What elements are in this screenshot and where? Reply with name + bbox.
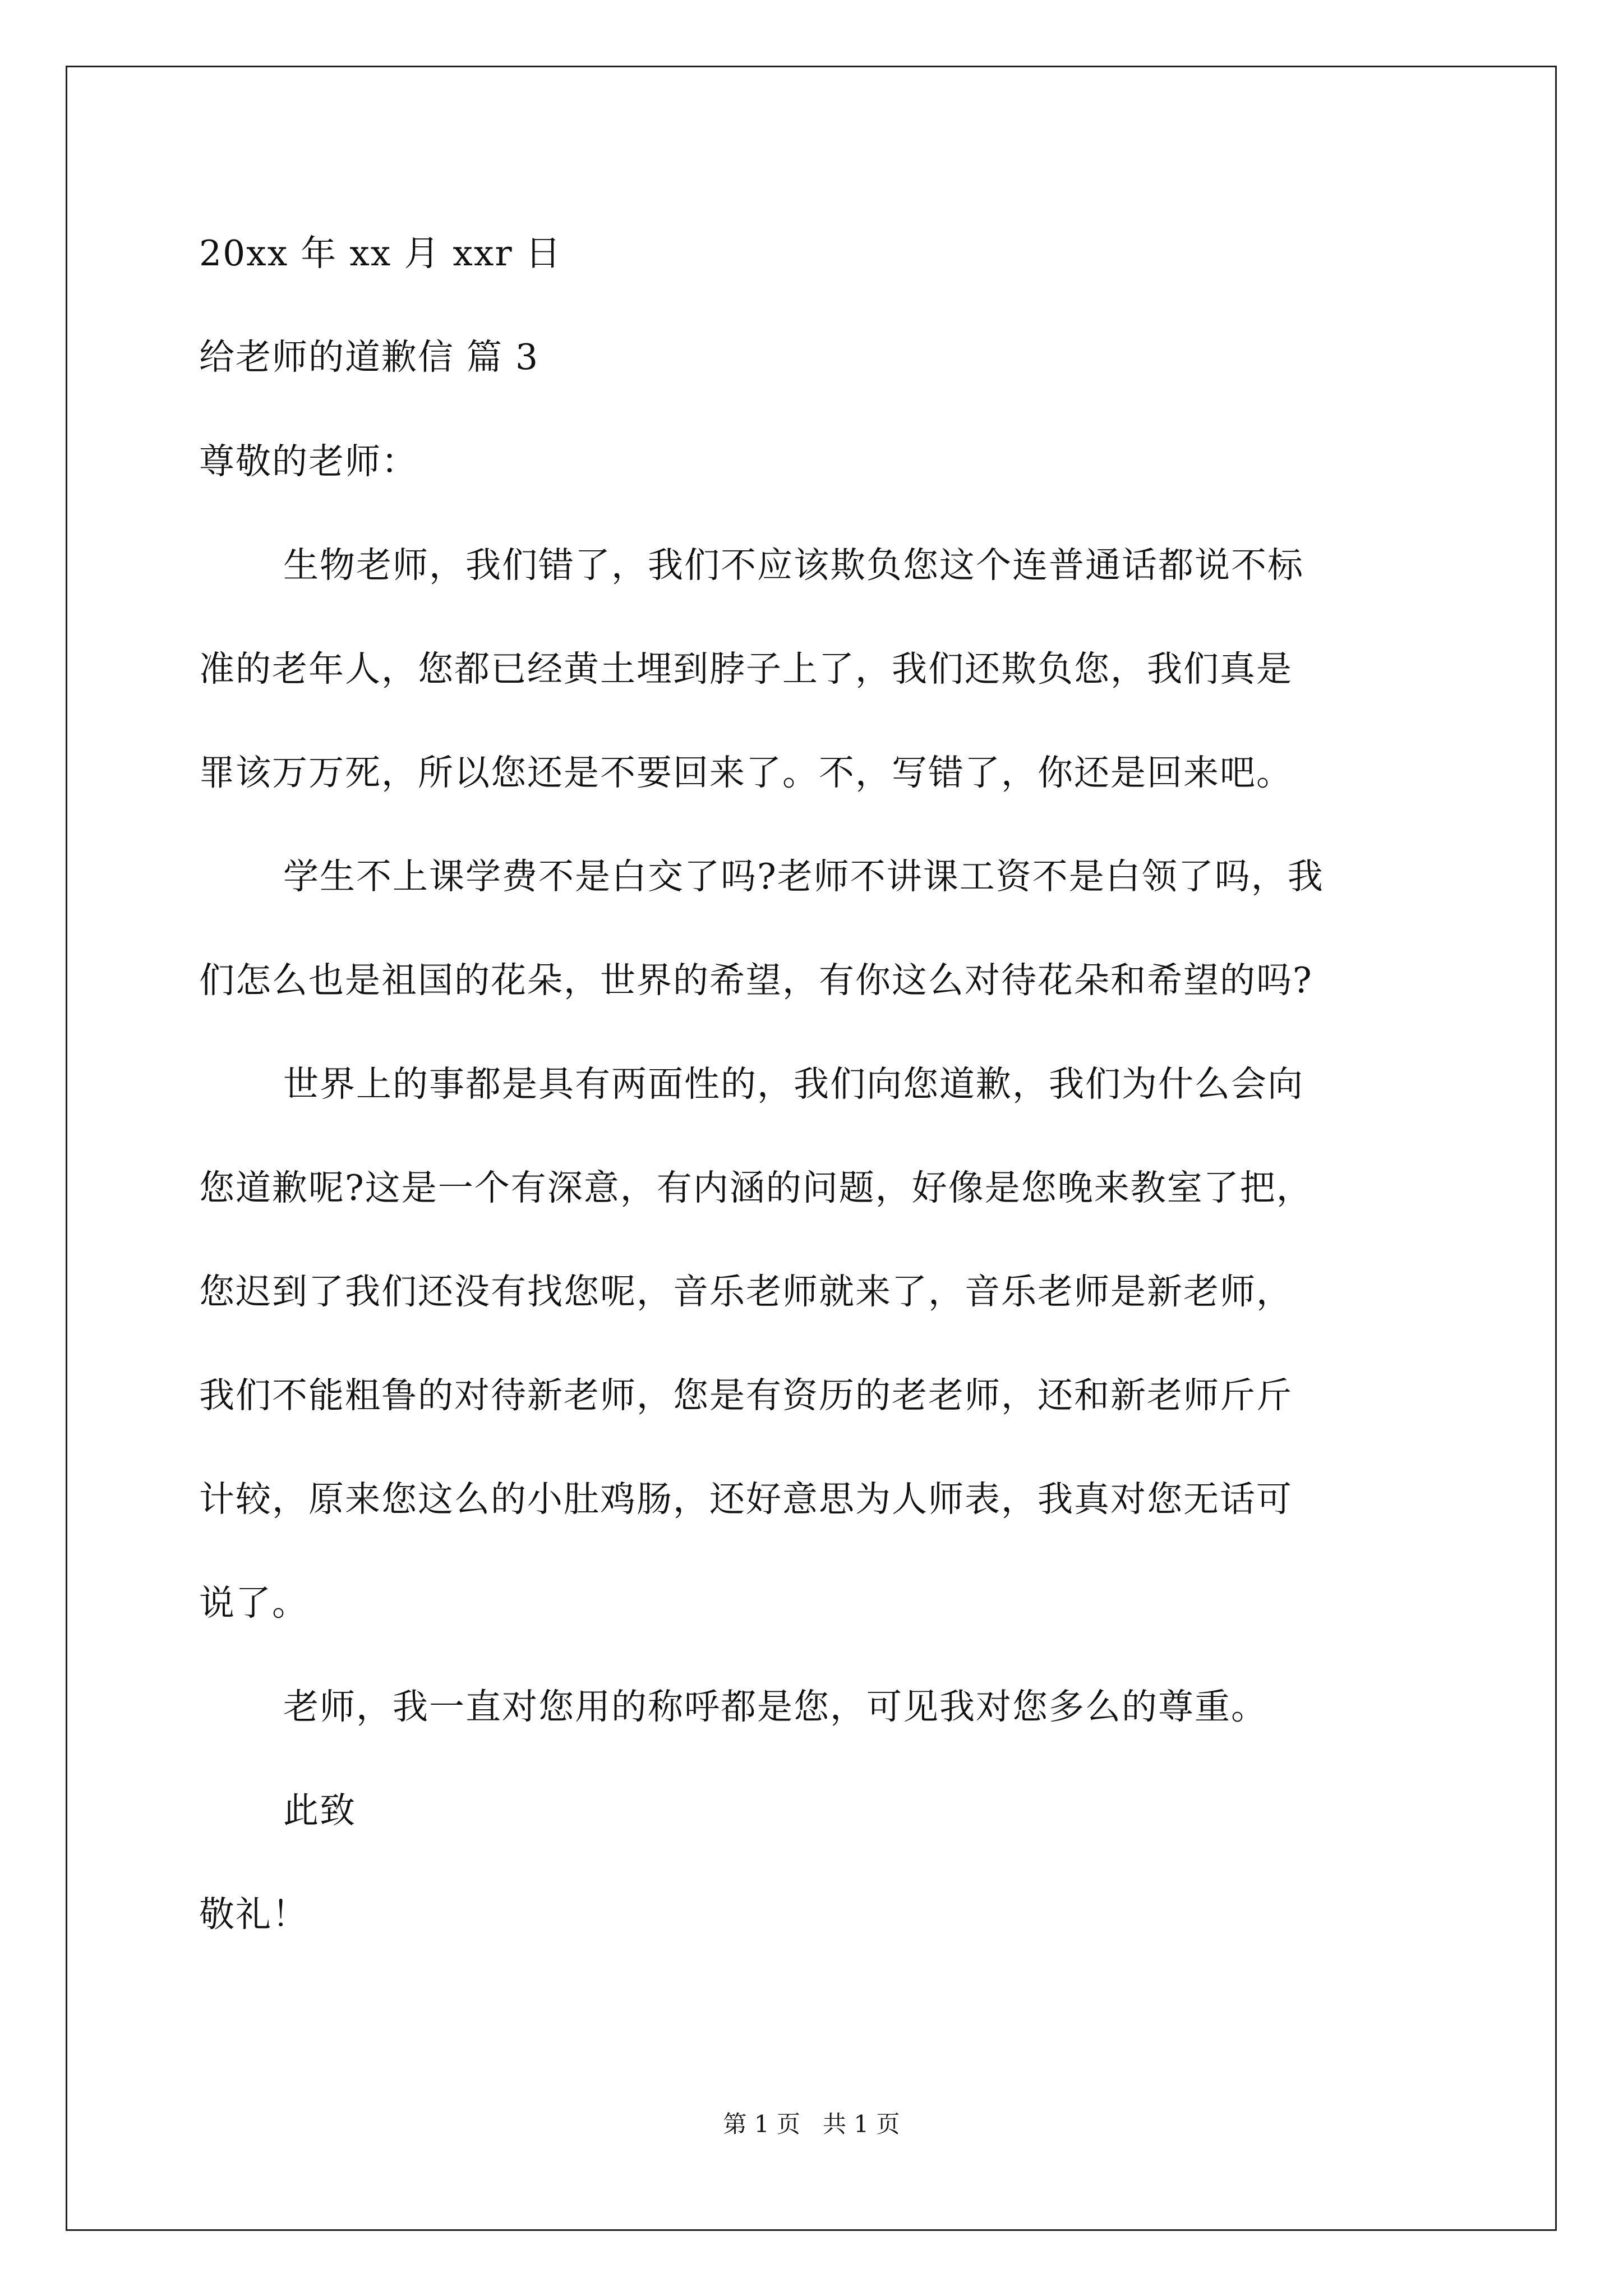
- body-line: 老师，我一直对您用的称呼都是您，可见我对您多么的尊重。: [283, 1686, 1267, 1727]
- body-line: 们怎么也是祖国的花朵，世界的希望，有你这么对待花朵和希望的吗?: [199, 960, 1313, 1001]
- letter-title: 给老师的道歉信 篇 3: [199, 337, 540, 378]
- salutation: 尊敬的老师：: [199, 441, 418, 482]
- closing-line: 此致: [283, 1790, 356, 1831]
- body-line: 计较，原来您这么的小肚鸡肠，还好意思为人师表，我真对您无话可: [199, 1479, 1293, 1520]
- body-line: 学生不上课学费不是白交了吗?老师不讲课工资不是白领了吗，我: [283, 856, 1324, 897]
- closing-salute: 敬礼！: [199, 1894, 308, 1935]
- page-footer: 第 1 页 共 1 页: [723, 2110, 900, 2138]
- body-line: 世界上的事都是具有两面性的，我们向您道歉，我们为什么会向: [283, 1064, 1304, 1105]
- body-line: 我们不能粗鲁的对待新老师，您是有资历的老老师，还和新老师斤斤: [199, 1375, 1293, 1416]
- body-line: 罪该万万死，所以您还是不要回来了。不，写错了，你还是回来吧。: [199, 752, 1293, 793]
- date-line: 20xx 年 xx 月 xxr 日: [199, 233, 562, 274]
- body-line: 您道歉呢?这是一个有深意，有内涵的问题，好像是您晚来教室了把，: [199, 1167, 1313, 1208]
- body-line: 说了。: [199, 1582, 308, 1623]
- body-line: 您迟到了我们还没有找您呢，音乐老师就来了，音乐老师是新老师，: [199, 1271, 1293, 1312]
- body-line: 生物老师，我们错了，我们不应该欺负您这个连普通话都说不标: [283, 545, 1304, 586]
- body-line: 准的老年人，您都已经黄土埋到脖子上了，我们还欺负您，我们真是: [199, 648, 1293, 689]
